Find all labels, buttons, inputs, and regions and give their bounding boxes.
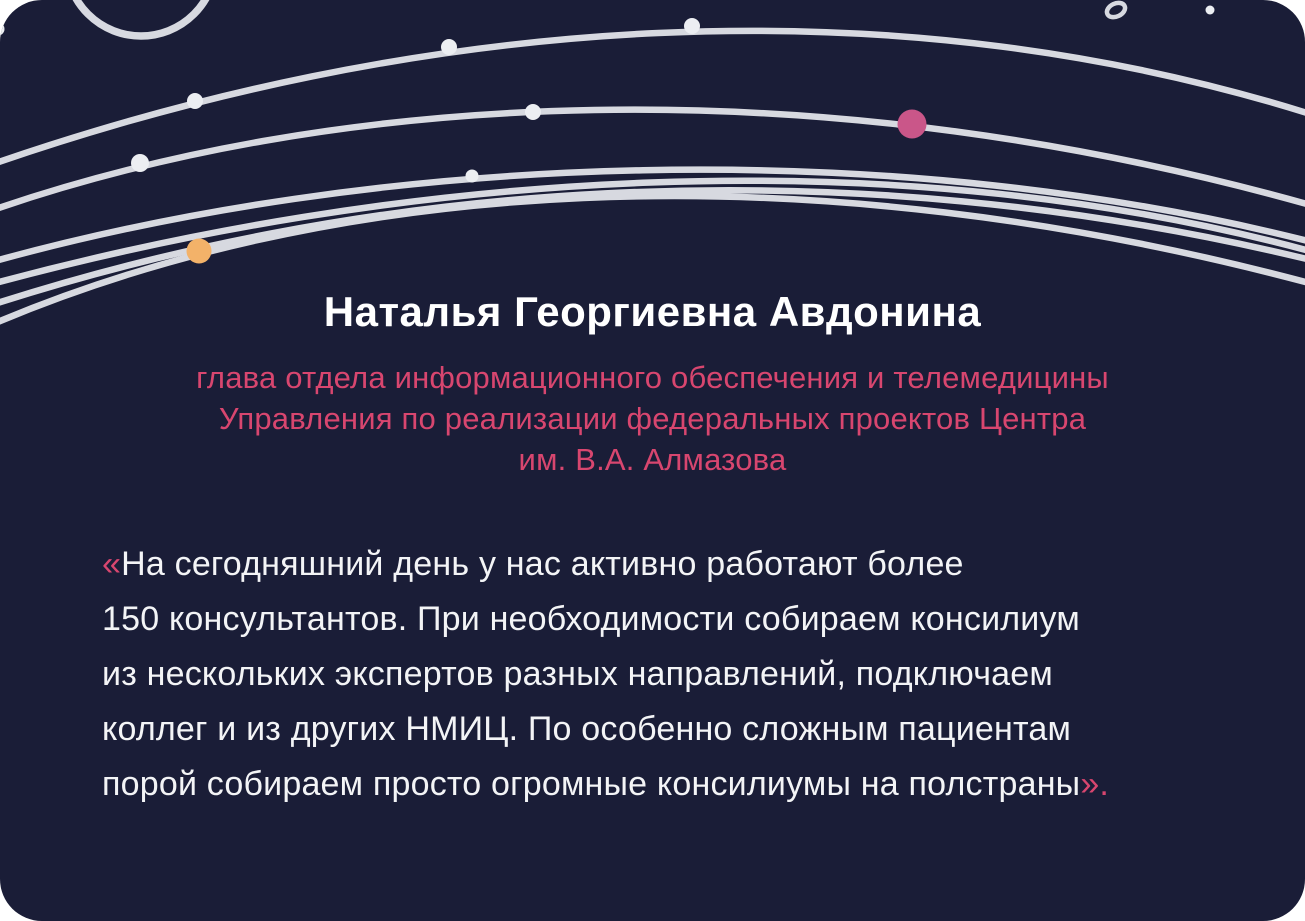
star-dot-icon xyxy=(466,170,479,183)
quote-text xyxy=(102,537,1205,812)
star-dot-icon xyxy=(525,104,541,120)
person-role-line-1: глава отдела информационного обеспечения и телемедицины xyxy=(196,360,1109,395)
person-name: Наталья Георгиевна Авдонина xyxy=(323,288,982,335)
star-dot-icon xyxy=(684,18,700,34)
quote-line xyxy=(102,537,1205,592)
orbit-circle-fragment-icon xyxy=(66,0,216,36)
quote-open-mark: « xyxy=(102,545,122,583)
quote-line: коллег и из других НМИЦ. По особенно сложным пациентам xyxy=(102,710,1072,748)
quote-line: из нескольких экспертов разных направлений, подключаем xyxy=(102,655,1053,693)
star-dot-icon xyxy=(1206,6,1215,15)
quote-line xyxy=(102,757,1205,812)
orbit-ring-icon xyxy=(1105,0,1128,20)
star-dot-icon xyxy=(0,23,5,36)
planet-dot-orange-icon xyxy=(187,239,212,264)
star-dot-icon xyxy=(441,39,457,55)
quote-line-text: порой собираем просто огромные консилиумы на полстраны xyxy=(102,765,1081,803)
person-role-line-3: им. В.А. Алмазова xyxy=(518,442,787,477)
quote-line: 150 консультантов. При необходимости собираем консилиум xyxy=(102,600,1080,638)
person-role-line-2: Управления по реализации федеральных проектов Центра xyxy=(218,401,1087,436)
planet-dot-pink-icon xyxy=(898,110,927,139)
quote-line-text: На сегодняшний день у нас активно работают более xyxy=(121,545,964,583)
star-dot-icon xyxy=(131,154,149,172)
star-dot-icon xyxy=(187,93,203,109)
quote-close-mark: ». xyxy=(1080,765,1110,803)
person-role xyxy=(0,357,1305,480)
